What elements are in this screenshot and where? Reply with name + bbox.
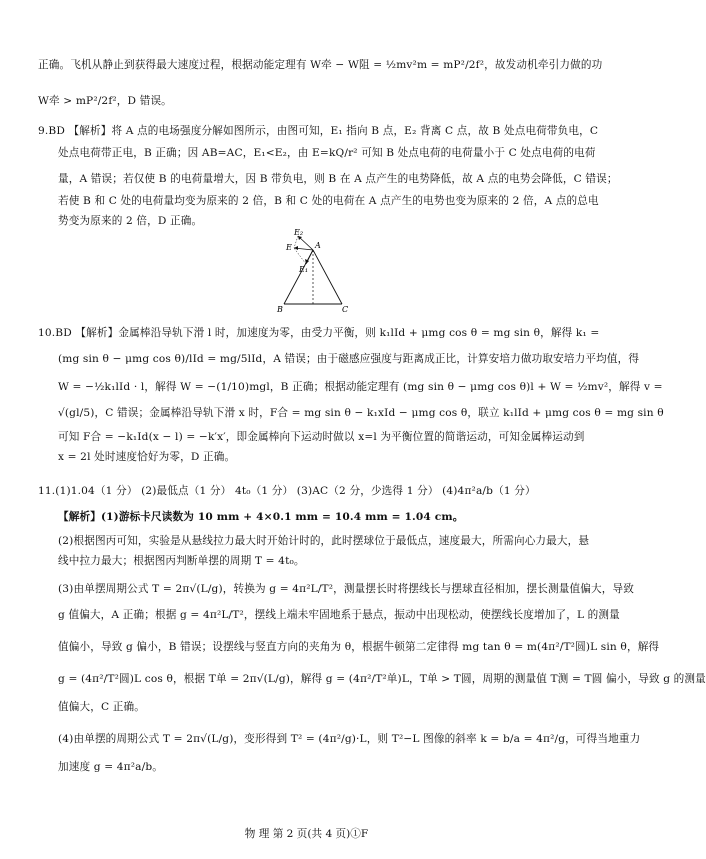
label-e2: E₂ [294, 228, 304, 237]
text-line-18: (3)由单摆周期公式 T = 2π√(L/g)，转换为 g = 4π²L/T²，测量摆长时将摆线长与摆球直径相加，摆长测量值偏大，导致 [58, 583, 634, 595]
text-line-2: W牵 > mP²/2f²，D 错误。 [38, 95, 172, 107]
text-line-16: (2)根据图丙可知，实验是从悬线拉力最大时开始计时的，此时摆球位于最低点，速度最大，所需向心力最大，悬 [58, 535, 590, 547]
text-line-10: W = −½k₁lId · l，解得 W = −(1/10)mgl，B 正确；根据动能定理有 (mg sin θ − μmg cos θ)l + W = ½mv²，解得 v = [58, 381, 663, 393]
label-a: A [315, 241, 321, 250]
text-line-8: 10.BD 【解析】金属棒沿导轨下滑 l 时，加速度为零，由受力平衡，则 k₁lId + μmg cos θ = mg sin θ，解得 k₁ = [38, 327, 600, 339]
text-line-22: 值偏大，C 正确。 [58, 701, 145, 713]
text-line-17: 线中拉力最大；根据图丙判断单摆的周期 T = 4t₀。 [58, 555, 305, 567]
vector-e-arrowhead [294, 246, 298, 250]
label-e1: E₁ [299, 265, 309, 274]
text-line-7: 势变为原来的 2 倍，D 正确。 [58, 215, 203, 227]
text-line-20: 值偏小，导致 g 偏小，B 错误；设摆线与竖直方向的夹角为 θ，根据牛顿第二定律得 mg tan θ = m(4π²/T²圆)L sin θ，解得 [58, 641, 660, 653]
dashed-parallel-2 [294, 248, 306, 264]
text-line-5: 量，A 错误；若仅使 B 的电荷量增大，因 B 带负电，则 B 在 A 点产生的电势降低，故 A 点的电势会降低，C 错误； [58, 173, 618, 185]
text-line-1: 正确。飞机从静止到获得最大速度过程，根据动能定理有 W牵 − W阻 = ½mv²m = mP²/2f²，故发动机牵引力做的功 [38, 59, 603, 71]
text-line-19: g 值偏大，A 正确；根据 g = 4π²L/T²，摆线上端未牢固地系于悬点，振动中出现松动，使摆线长度增加了，L 的测量 [58, 609, 620, 621]
dashed-parallel-1 [294, 236, 298, 248]
text-line-24: 加速度 g = 4π²a/b。 [58, 761, 164, 773]
text-line-15: 【解析】(1)游标卡尺读数为 10 mm + 4×0.1 mm = 10.4 mm = 1.04 cm。 [58, 511, 464, 523]
side-ac [313, 250, 342, 304]
text-line-13: x = 2l 处时速度恰好为零，D 正确。 [58, 451, 236, 463]
text-line-4: 处点电荷带正电，B 正确；因 AB=AC，E₁<E₂，由 E=kQ/r² 可知 B 处点电荷的电荷量小于 C 处点电荷的电荷 [58, 147, 596, 159]
text-line-23: (4)由单摆的周期公式 T = 2π√(L/g)，变形得到 T² = (4π²/g)·L，则 T²−L 图像的斜率 k = b/a = 4π²/g，可得当地重力 [58, 733, 641, 745]
label-e: E [286, 243, 292, 252]
text-line-3: 9.BD 【解析】将 A 点的电场强度分解如图所示，由图可知，E₁ 指向 B 点，E₂ 背离 C 点，故 B 处点电荷带负电，C [38, 125, 599, 137]
text-line-12: 可知 F合 = −k₁Id(x − l) = −k′x′，即金属棒向下运动时做以 x=l 为平衡位置的简谐运动，可知金属棒运动到 [58, 431, 585, 443]
page-footer: 物 理 第 2 页(共 4 页)①F [244, 828, 369, 840]
text-line-9: (mg sin θ − μmg cos θ)/lId = mg/5lId，A 错误；由于磁感应强度与距离成正比，计算安培力做功取安培力平均值，得 [58, 353, 640, 365]
text-line-11: √(gl/5)，C 错误；金属棒沿导轨下滑 x 时，F合 = mg sin θ − k₁xId − μmg cos θ，联立 k₁lId + μmg cos θ = mg sin θ [58, 407, 664, 419]
text-line-6: 若使 B 和 C 处的电荷量均变为原来的 2 倍，B 和 C 处的电荷在 A 点产生的电势也变为原来的 2 倍，A 点的总电 [58, 195, 599, 207]
text-line-14: 11.(1)1.04（1 分） (2)最低点（1 分） 4t₀（1 分） (3)AC（2 分，少选得 1 分） (4)4π²a/b（1 分） [38, 485, 536, 497]
text-line-21: g = (4π²/T²圆)L cos θ，根据 T单 = 2π√(L/g)，解得 g = (4π²/T²单)L，T单 > T圆，周期的测量值 T测 = T圆 偏小，导致 g 的测量 [58, 673, 706, 685]
label-b: B [277, 305, 283, 314]
electric-field-diagram [268, 228, 358, 316]
label-c: C [342, 305, 349, 314]
triangle-field-svg [268, 228, 358, 316]
